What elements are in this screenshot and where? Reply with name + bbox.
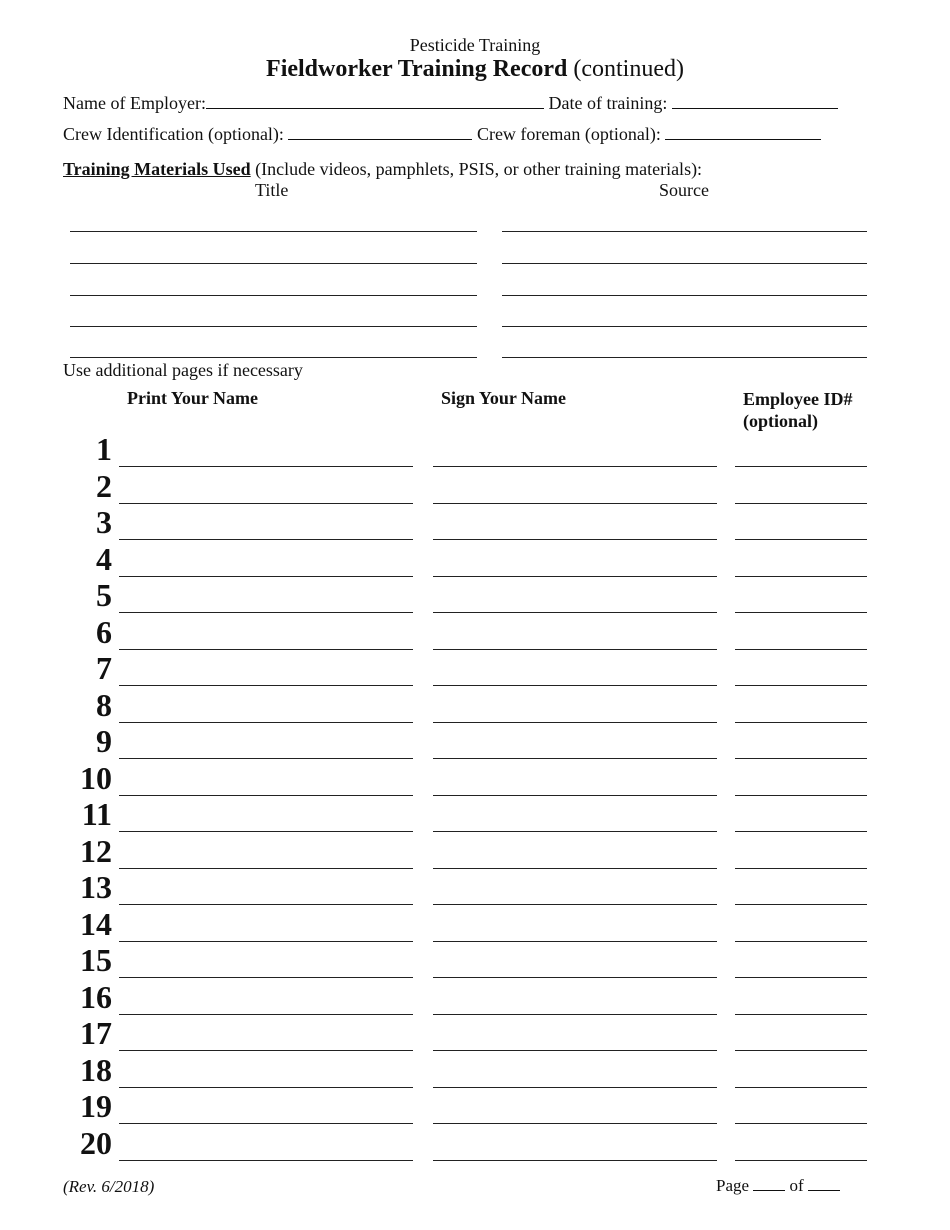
material-source-line[interactable] bbox=[502, 326, 867, 327]
employee-id-line[interactable] bbox=[735, 1160, 867, 1161]
row-number: 4 bbox=[96, 540, 112, 577]
employee-id-line[interactable] bbox=[735, 831, 867, 832]
materials-label bbox=[63, 159, 702, 180]
row-number: 20 bbox=[80, 1124, 112, 1161]
employer-label: Name of Employer: bbox=[63, 93, 206, 113]
row-number: 17 bbox=[80, 1015, 112, 1051]
date-label: Date of training: bbox=[548, 93, 668, 113]
row-number: 6 bbox=[96, 613, 112, 650]
row-number: 16 bbox=[80, 978, 112, 1015]
employee-id-header-line1: Employee ID# bbox=[743, 389, 853, 409]
sign-name-line[interactable] bbox=[433, 795, 717, 796]
employee-id-line[interactable] bbox=[735, 466, 867, 467]
employee-id-line[interactable] bbox=[735, 977, 867, 978]
row-number: 2 bbox=[96, 467, 112, 504]
material-source-line[interactable] bbox=[502, 357, 867, 358]
print-name-line[interactable] bbox=[119, 1087, 413, 1088]
sign-name-line[interactable] bbox=[433, 503, 717, 504]
row-number: 12 bbox=[80, 832, 112, 869]
print-name-line[interactable] bbox=[119, 612, 413, 613]
print-name-line[interactable] bbox=[119, 831, 413, 832]
print-name-line[interactable] bbox=[119, 576, 413, 577]
print-name-line[interactable] bbox=[119, 795, 413, 796]
row-number: 10 bbox=[80, 759, 112, 796]
sign-name-line[interactable] bbox=[433, 466, 717, 467]
employee-id-line[interactable] bbox=[735, 1050, 867, 1051]
print-name-line[interactable] bbox=[119, 1160, 413, 1161]
material-title-line[interactable] bbox=[70, 357, 477, 358]
row-number: 19 bbox=[80, 1088, 112, 1124]
sign-name-line[interactable] bbox=[433, 758, 717, 759]
crew-id-label: Crew Identification (optional): bbox=[63, 124, 284, 144]
employee-id-line[interactable] bbox=[735, 1014, 867, 1015]
row-number: 9 bbox=[96, 723, 112, 759]
form-title bbox=[0, 56, 950, 83]
sign-name-line[interactable] bbox=[433, 685, 717, 686]
material-title-line[interactable] bbox=[70, 326, 477, 327]
revision-note: (Rev. 6/2018) bbox=[63, 1177, 155, 1196]
page-count bbox=[716, 1176, 840, 1196]
page-label: Page bbox=[716, 1176, 750, 1195]
materials-label-rest: (Include videos, pamphlets, PSIS, or other training materials): bbox=[250, 159, 703, 179]
material-source-line[interactable] bbox=[502, 263, 867, 264]
employee-id-line[interactable] bbox=[735, 868, 867, 869]
print-name-line[interactable] bbox=[119, 722, 413, 723]
page-total-field[interactable] bbox=[808, 1176, 840, 1191]
sign-name-line[interactable] bbox=[433, 1123, 717, 1124]
page-number-field[interactable] bbox=[753, 1176, 785, 1191]
employee-id-line[interactable] bbox=[735, 539, 867, 540]
sign-name-line[interactable] bbox=[433, 539, 717, 540]
employee-id-header bbox=[743, 388, 853, 432]
form-title-main: Fieldworker Training Record bbox=[266, 56, 568, 82]
employee-id-line[interactable] bbox=[735, 576, 867, 577]
form-title-suffix: (continued) bbox=[573, 56, 684, 82]
row-number: 7 bbox=[96, 650, 112, 686]
materials-source-header: Source bbox=[659, 180, 709, 200]
sign-name-line[interactable] bbox=[433, 612, 717, 613]
date-field[interactable] bbox=[672, 92, 838, 109]
crew-id-field[interactable] bbox=[288, 123, 472, 140]
print-name-line[interactable] bbox=[119, 1123, 413, 1124]
row-number: 14 bbox=[80, 905, 112, 942]
print-name-line[interactable] bbox=[119, 977, 413, 978]
of-label: of bbox=[789, 1176, 804, 1195]
material-title-line[interactable] bbox=[70, 263, 477, 264]
sign-name-line[interactable] bbox=[433, 722, 717, 723]
crew-foreman-field[interactable] bbox=[665, 123, 821, 140]
materials-label-bold: Training Materials Used bbox=[63, 159, 251, 179]
print-name-line[interactable] bbox=[119, 1014, 413, 1015]
sign-name-line[interactable] bbox=[433, 977, 717, 978]
material-source-line[interactable] bbox=[502, 231, 867, 232]
employee-id-line[interactable] bbox=[735, 904, 867, 905]
employee-id-line[interactable] bbox=[735, 758, 867, 759]
print-name-header: Print Your Name bbox=[127, 388, 258, 408]
row-number: 8 bbox=[96, 686, 112, 723]
sign-name-line[interactable] bbox=[433, 1160, 717, 1161]
crew-foreman-label: Crew foreman (optional): bbox=[476, 124, 661, 144]
sign-name-line[interactable] bbox=[433, 1014, 717, 1015]
sign-name-line[interactable] bbox=[433, 941, 717, 942]
employee-id-line[interactable] bbox=[735, 649, 867, 650]
print-name-line[interactable] bbox=[119, 649, 413, 650]
materials-title-header: Title bbox=[255, 180, 289, 200]
row-number: 3 bbox=[96, 504, 112, 540]
sign-name-line[interactable] bbox=[433, 576, 717, 577]
sign-name-line[interactable] bbox=[433, 904, 717, 905]
additional-pages-note: Use additional pages if necessary bbox=[63, 360, 303, 380]
employee-id-line[interactable] bbox=[735, 941, 867, 942]
sign-name-header: Sign Your Name bbox=[441, 388, 567, 408]
material-title-line[interactable] bbox=[70, 295, 477, 296]
crew-row bbox=[63, 123, 821, 145]
employee-id-line[interactable] bbox=[735, 1087, 867, 1088]
material-title-line[interactable] bbox=[70, 231, 477, 232]
employee-id-header-line2: (optional) bbox=[743, 411, 819, 431]
print-name-line[interactable] bbox=[119, 868, 413, 869]
print-name-line[interactable] bbox=[119, 758, 413, 759]
sign-name-line[interactable] bbox=[433, 1050, 717, 1051]
employer-row bbox=[63, 92, 838, 114]
sign-name-line[interactable] bbox=[433, 831, 717, 832]
print-name-line[interactable] bbox=[119, 685, 413, 686]
material-source-line[interactable] bbox=[502, 295, 867, 296]
print-name-line[interactable] bbox=[119, 904, 413, 905]
row-number: 15 bbox=[80, 942, 112, 978]
sign-name-line[interactable] bbox=[433, 1087, 717, 1088]
form-subtitle: Pesticide Training bbox=[409, 35, 541, 55]
sign-name-line[interactable] bbox=[433, 868, 717, 869]
row-number: 5 bbox=[96, 577, 112, 613]
employee-id-line[interactable] bbox=[735, 722, 867, 723]
employer-field[interactable] bbox=[206, 92, 544, 109]
print-name-line[interactable] bbox=[119, 539, 413, 540]
sign-name-line[interactable] bbox=[433, 649, 717, 650]
employee-id-line[interactable] bbox=[735, 685, 867, 686]
print-name-line[interactable] bbox=[119, 941, 413, 942]
print-name-line[interactable] bbox=[119, 466, 413, 467]
row-number: 1 bbox=[96, 431, 112, 467]
row-number: 18 bbox=[80, 1051, 112, 1088]
print-name-line[interactable] bbox=[119, 503, 413, 504]
employee-id-line[interactable] bbox=[735, 795, 867, 796]
employee-id-line[interactable] bbox=[735, 1123, 867, 1124]
row-number: 13 bbox=[80, 869, 112, 905]
print-name-line[interactable] bbox=[119, 1050, 413, 1051]
employee-id-line[interactable] bbox=[735, 503, 867, 504]
employee-id-line[interactable] bbox=[735, 612, 867, 613]
row-number: 11 bbox=[81, 796, 112, 832]
